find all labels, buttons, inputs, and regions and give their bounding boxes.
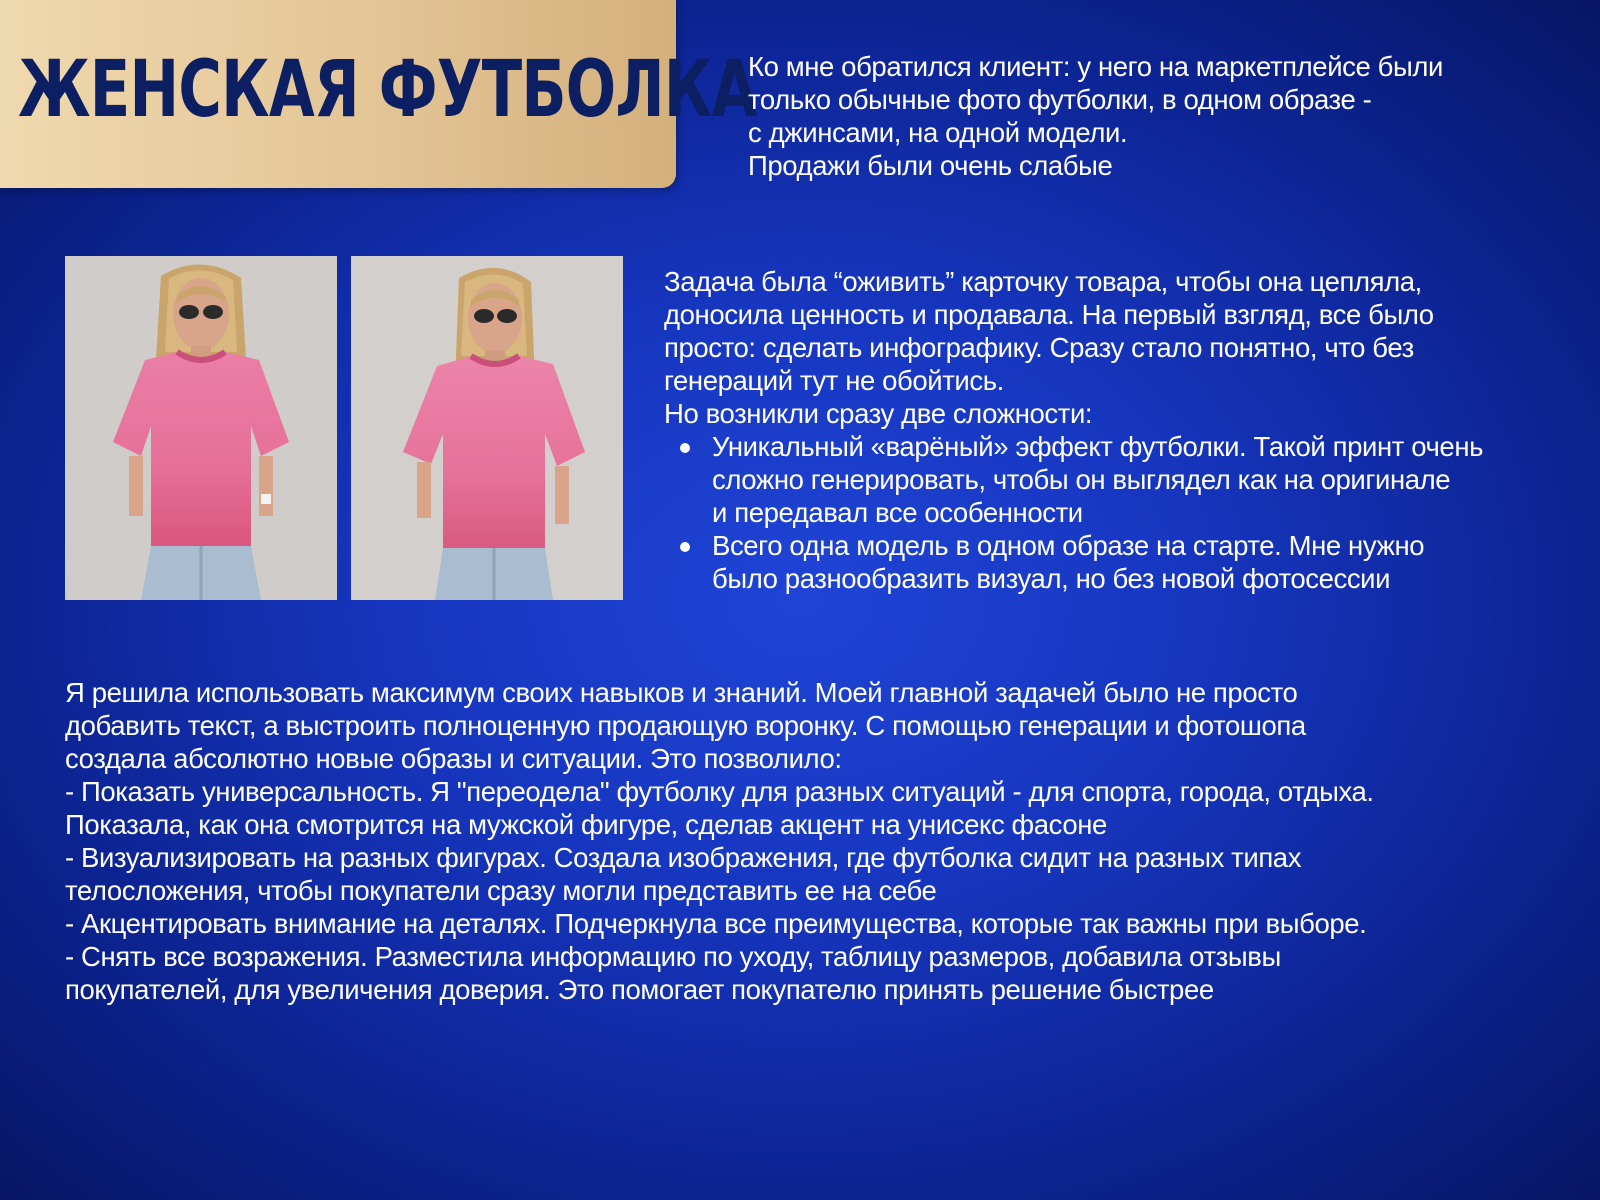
intro-line: с джинсами, на одной модели.	[748, 117, 1128, 148]
solution-line: - Визуализировать на разных фигурах. Создала изображения, где футболка сидит на разных типах	[65, 842, 1302, 873]
task-line: просто: сделать инфографику. Сразу стало понятно, что без	[664, 332, 1414, 363]
intro-line: только обычные фото футболки, в одном образе -	[748, 84, 1372, 115]
solution-line: создала абсолютно новые образы и ситуации. Это позволило:	[65, 743, 842, 774]
solution-line: телосложения, чтобы покупатели сразу могли представить ее на себе	[65, 875, 937, 906]
bullet-line: было разнообразить визуал, но без новой фотосессии	[712, 563, 1391, 594]
difficulties-list	[664, 430, 1564, 595]
solution-line: Показала, как она смотрится на мужской фигуре, сделав акцент на унисекс фасоне	[65, 809, 1107, 840]
intro-line: Ко мне обратился клиент: у него на маркетплейсе были	[748, 51, 1443, 82]
solution-line: покупателей, для увеличения доверия. Это помогает покупателю принять решение быстрее	[65, 974, 1214, 1005]
task-line: Задача была “оживить” карточку товара, чтобы она цепляла,	[664, 266, 1422, 297]
list-item	[712, 430, 1564, 529]
solution-paragraph	[65, 676, 1565, 1006]
page-title: ЖЕНСКАЯ ФУТБОЛКА	[18, 45, 757, 135]
model-photo-side	[351, 256, 623, 600]
task-paragraph	[664, 265, 1564, 595]
solution-line: - Показать универсальность. Я "переодела" футболку для разных ситуаций - для спорта, города, отдыха.	[65, 776, 1374, 807]
task-line: доносила ценность и продавала. На первый взгляд, все было	[664, 299, 1434, 330]
task-line: генераций тут не обойтись.	[664, 365, 1004, 396]
intro-line: Продажи были очень слабые	[748, 150, 1113, 181]
solution-line: - Акцентировать внимание на деталях. Подчеркнула все преимущества, которые так важны при выборе.	[65, 908, 1367, 939]
solution-line: Я решила использовать максимум своих навыков и знаний. Моей главной задачей было не просто	[65, 677, 1298, 708]
title-banner	[0, 0, 757, 188]
model-photo-front	[65, 256, 337, 600]
bullet-line: и передавал все особенности	[712, 497, 1083, 528]
list-item	[712, 529, 1564, 595]
intro-paragraph	[748, 50, 1548, 182]
solution-line: добавить текст, а выстроить полноценную продающую воронку. С помощью генерации и фотошопа	[65, 710, 1306, 741]
bullet-line: Уникальный «варёный» эффект футболки. Такой принт очень	[712, 431, 1484, 462]
task-line: Но возникли сразу две сложности:	[664, 398, 1093, 429]
bullet-line: Всего одна модель в одном образе на старте. Мне нужно	[712, 530, 1425, 561]
solution-line: - Снять все возражения. Разместила информацию по уходу, таблицу размеров, добавила отзывы	[65, 941, 1281, 972]
bullet-line: сложно генерировать, чтобы он выглядел как на оригинале	[712, 464, 1451, 495]
